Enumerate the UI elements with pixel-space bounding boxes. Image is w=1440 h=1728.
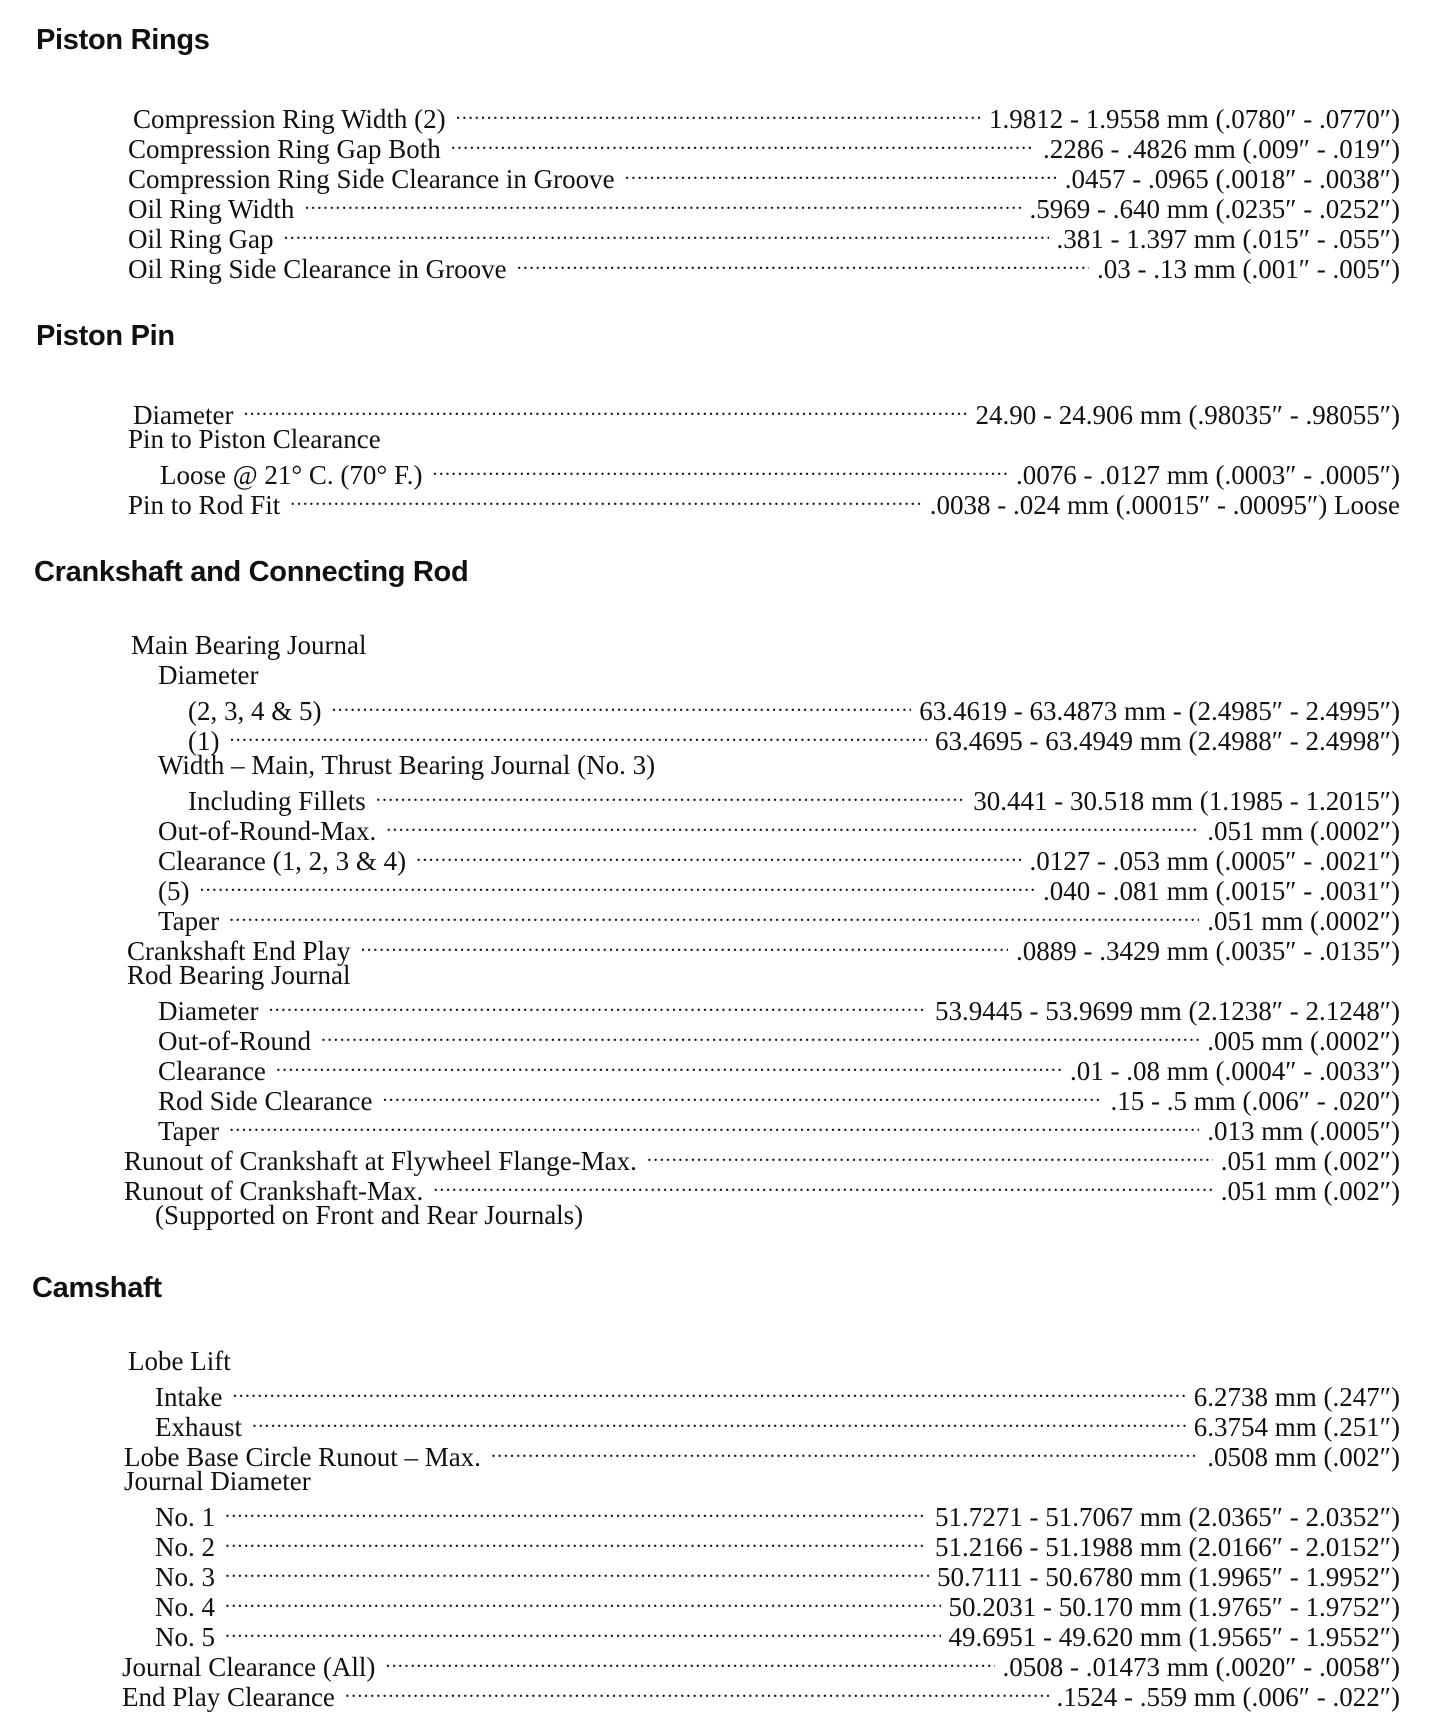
- spec-label: Diameter: [158, 996, 259, 1026]
- spec-label: (5): [158, 876, 190, 906]
- spec-value: .15 - .5 mm (.006″ - .020″): [1110, 1086, 1400, 1116]
- dot-leader: [199, 870, 1035, 900]
- spec-value: 63.4695 - 63.4949 mm (2.4988″ - 2.4998″): [935, 726, 1400, 756]
- spec-value: .381 - 1.397 mm (.015″ - .055″): [1056, 224, 1400, 254]
- spec-row: [155, 1200, 1400, 1230]
- spec-row: [128, 484, 1400, 520]
- dot-leader: [433, 454, 1008, 484]
- spec-row: [124, 1170, 1400, 1206]
- dot-leader: [284, 218, 1049, 248]
- dot-leader: [360, 930, 1008, 960]
- spec-value: .0889 - .3429 mm (.0035″ - .0135″): [1016, 936, 1400, 966]
- spec-row: [155, 1496, 1400, 1532]
- spec-value: .0508 mm (.002″): [1207, 1442, 1400, 1472]
- dot-leader: [229, 900, 1199, 930]
- spec-label: Taper: [158, 906, 220, 936]
- dot-leader: [225, 1616, 941, 1646]
- spec-value: .051 mm (.0002″): [1207, 906, 1400, 936]
- spec-row: [124, 1140, 1400, 1176]
- dot-leader: [385, 1646, 994, 1676]
- spec-row: [128, 188, 1400, 224]
- spec-row: [158, 900, 1400, 936]
- spec-value: 50.7111 - 50.6780 mm (1.9965″ - 1.9952″): [937, 1562, 1400, 1592]
- spec-label: Taper: [158, 1116, 220, 1146]
- spec-label: Lobe Lift: [128, 1346, 231, 1376]
- spec-value: .051 mm (.0002″): [1207, 816, 1400, 846]
- spec-label: Crankshaft End Play: [127, 936, 351, 966]
- dot-leader: [433, 1170, 1213, 1200]
- spec-value: 50.2031 - 50.170 mm (1.9765″ - 1.9752″): [948, 1592, 1400, 1622]
- spec-value: 63.4619 - 63.4873 mm - (2.4985″ - 2.4995″): [919, 696, 1400, 726]
- spec-value: 6.3754 mm (.251″): [1193, 1412, 1400, 1442]
- spec-value: .03 - .13 mm (.001″ - .005″): [1097, 254, 1400, 284]
- spec-value: .051 mm (.002″): [1220, 1146, 1400, 1176]
- spec-value: 6.2738 mm (.247″): [1193, 1382, 1400, 1412]
- spec-value: .0508 - .01473 mm (.0020″ - .0058″): [1002, 1652, 1400, 1682]
- dot-leader: [268, 990, 927, 1020]
- spec-value: .013 mm (.0005″): [1207, 1116, 1400, 1146]
- spec-label: Runout of Crankshaft at Flywheel Flange-Max.: [124, 1146, 637, 1176]
- spec-row: [188, 690, 1400, 726]
- spec-label: Compression Ring Width (2): [133, 104, 446, 134]
- spec-value: .01 - .08 mm (.0004″ - .0033″): [1070, 1056, 1400, 1086]
- spec-label: Including Fillets: [188, 786, 366, 816]
- spec-label: Journal Diameter: [124, 1466, 311, 1496]
- spec-label: No. 4: [155, 1592, 215, 1622]
- spec-row: [155, 1586, 1400, 1622]
- spec-label: No. 2: [155, 1532, 215, 1562]
- spec-row: [160, 454, 1400, 490]
- spec-value: .040 - .081 mm (.0015″ - .0031″): [1043, 876, 1400, 906]
- spec-row: [128, 1346, 1400, 1376]
- spec-value: 24.90 - 24.906 mm (.98035″ - .98055″): [975, 400, 1400, 430]
- spec-label: No. 1: [155, 1502, 215, 1532]
- spec-row: [158, 1110, 1400, 1146]
- spec-value: .2286 - .4826 mm (.009″ - .019″): [1043, 134, 1400, 164]
- dot-leader: [304, 188, 1021, 218]
- section-title: Piston Rings: [36, 24, 210, 56]
- spec-label: End Play Clearance: [122, 1682, 335, 1712]
- spec-label: Rod Side Clearance: [158, 1086, 373, 1116]
- dot-leader: [232, 1376, 1185, 1406]
- dot-leader: [386, 810, 1199, 840]
- spec-row: [155, 1406, 1400, 1442]
- spec-label: Loose @ 21° C. (70° F.): [160, 460, 423, 490]
- dot-leader: [625, 158, 1057, 188]
- spec-row: [155, 1616, 1400, 1652]
- section-title: Crankshaft and Connecting Rod: [34, 556, 469, 588]
- dot-leader: [321, 1020, 1199, 1050]
- dot-leader: [331, 690, 911, 720]
- spec-value: .0457 - .0965 (.0018″ - .0038″): [1064, 164, 1400, 194]
- dot-leader: [491, 1436, 1199, 1466]
- spec-label: Journal Clearance (All): [122, 1652, 376, 1682]
- spec-label: Oil Ring Width: [128, 194, 295, 224]
- dot-leader: [290, 484, 922, 514]
- spec-value: 30.441 - 30.518 mm (1.1985 - 1.2015″): [973, 786, 1400, 816]
- spec-row: [188, 720, 1400, 756]
- spec-value: 1.9812 - 1.9558 mm (.0780″ - .0770″): [989, 104, 1400, 134]
- spec-label: Intake: [155, 1382, 223, 1412]
- spec-label: Compression Ring Gap Both: [128, 134, 441, 164]
- spec-label: Oil Ring Gap: [128, 224, 274, 254]
- spec-value: .0076 - .0127 mm (.0003″ - .0005″): [1016, 460, 1400, 490]
- section-title: Piston Pin: [36, 320, 175, 352]
- spec-row: [128, 158, 1400, 194]
- spec-row: [128, 424, 1400, 454]
- dot-leader: [225, 1556, 929, 1586]
- spec-label: No. 3: [155, 1562, 215, 1592]
- spec-row: [158, 870, 1400, 906]
- spec-value: .1524 - .559 mm (.006″ - .022″): [1056, 1682, 1400, 1712]
- spec-row: [128, 128, 1400, 164]
- dot-leader: [229, 720, 927, 750]
- spec-row: [127, 960, 1400, 990]
- dot-leader: [252, 1406, 1186, 1436]
- spec-value: .5969 - .640 mm (.0235″ - .0252″): [1029, 194, 1400, 224]
- spec-label: (Supported on Front and Rear Journals): [155, 1200, 584, 1230]
- spec-value: 49.6951 - 49.620 mm (1.9565″ - 1.9552″): [948, 1622, 1400, 1652]
- spec-row: [188, 780, 1400, 816]
- spec-row: [128, 248, 1400, 284]
- spec-value: 51.2166 - 51.1988 mm (2.0166″ - 2.0152″): [935, 1532, 1400, 1562]
- spec-label: Clearance: [158, 1056, 266, 1086]
- spec-label: (1): [188, 726, 220, 756]
- spec-row: [158, 990, 1400, 1026]
- spec-row: [127, 930, 1400, 966]
- spec-row: [158, 1050, 1400, 1086]
- spec-label: Oil Ring Side Clearance in Groove: [128, 254, 507, 284]
- spec-row: [128, 218, 1400, 254]
- dot-leader: [416, 840, 1021, 870]
- spec-row: [158, 750, 1400, 780]
- spec-row: [133, 98, 1400, 134]
- spec-row: [155, 1376, 1400, 1412]
- spec-label: Pin to Rod Fit: [128, 490, 281, 520]
- spec-value: .0127 - .053 mm (.0005″ - .0021″): [1029, 846, 1400, 876]
- dot-leader: [225, 1586, 941, 1616]
- spec-row: [158, 1080, 1400, 1116]
- spec-label: Compression Ring Side Clearance in Groove: [128, 164, 615, 194]
- spec-label: Width – Main, Thrust Bearing Journal (No. 3): [158, 750, 656, 780]
- spec-row: [131, 630, 1400, 660]
- spec-label: Main Bearing Journal: [131, 630, 367, 660]
- dot-leader: [225, 1526, 927, 1556]
- dot-leader: [225, 1496, 927, 1526]
- spec-label: Lobe Base Circle Runout – Max.: [124, 1442, 481, 1472]
- dot-leader: [517, 248, 1089, 278]
- spec-label: No. 5: [155, 1622, 215, 1652]
- spec-row: [155, 1526, 1400, 1562]
- dot-leader: [456, 98, 981, 128]
- dot-leader: [451, 128, 1035, 158]
- dot-leader: [345, 1676, 1049, 1706]
- section-title: Camshaft: [32, 1272, 162, 1304]
- spec-label: Diameter: [133, 400, 234, 430]
- spec-label: Rod Bearing Journal: [127, 960, 351, 990]
- spec-row: [124, 1466, 1400, 1496]
- spec-value: 51.7271 - 51.7067 mm (2.0365″ - 2.0352″): [935, 1502, 1400, 1532]
- spec-value: .051 mm (.002″): [1220, 1176, 1400, 1206]
- spec-label: Out-of-Round-Max.: [158, 816, 377, 846]
- spec-row: [122, 1676, 1400, 1712]
- spec-value: .0038 - .024 mm (.00015″ - .00095″) Loose: [929, 490, 1400, 520]
- spec-label: Out-of-Round: [158, 1026, 311, 1056]
- spec-row: [158, 1020, 1400, 1056]
- dot-leader: [276, 1050, 1062, 1080]
- spec-row: [158, 660, 1400, 690]
- spec-label: Runout of Crankshaft-Max.: [124, 1176, 424, 1206]
- spec-label: Diameter: [158, 660, 259, 690]
- spec-label: Exhaust: [155, 1412, 242, 1442]
- spec-label: Pin to Piston Clearance: [128, 424, 381, 454]
- spec-row: [158, 840, 1400, 876]
- spec-row: [158, 810, 1400, 846]
- spec-label: (2, 3, 4 & 5): [188, 696, 322, 726]
- spec-row: [122, 1646, 1400, 1682]
- dot-leader: [647, 1140, 1213, 1170]
- spec-row: [124, 1436, 1400, 1472]
- dot-leader: [229, 1110, 1199, 1140]
- spec-row: [155, 1556, 1400, 1592]
- dot-leader: [382, 1080, 1102, 1110]
- dot-leader: [376, 780, 966, 810]
- spec-row: [133, 394, 1400, 430]
- spec-value: 53.9445 - 53.9699 mm (2.1238″ - 2.1248″): [935, 996, 1400, 1026]
- dot-leader: [243, 394, 967, 424]
- spec-label: Clearance (1, 2, 3 & 4): [158, 846, 407, 876]
- spec-value: .005 mm (.0002″): [1207, 1026, 1400, 1056]
